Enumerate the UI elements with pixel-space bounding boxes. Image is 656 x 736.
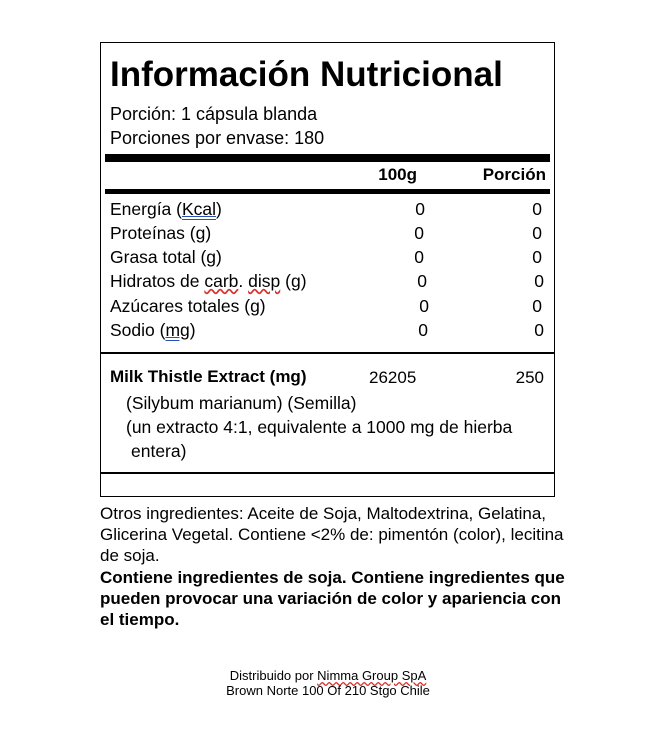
nutrient-row-protein [110,223,554,247]
thick-divider-header [105,189,550,194]
nutrient-value-portion: 0 [532,247,542,267]
nutrient-label: Energía (Kcal) [110,199,222,219]
nutrient-value-100g: 0 [414,247,424,267]
bottom-divider [101,472,554,474]
section-divider [101,352,554,354]
serving-size: Porción: 1 cápsula blanda [110,104,318,124]
nutrient-row-carbs [110,271,554,295]
nutrient-label: Grasa total (g) [110,247,222,267]
extract-description-line1: (Silybum marianum) (Semilla) [126,393,357,413]
nutrient-label: Hidratos de carb. disp (g) [110,271,307,291]
extract-description-line2: (un extracto 4:1, equivalente a 1000 mg de hierba [126,417,513,437]
extract-label: Milk Thistle Extract (mg) [110,367,307,386]
allergen-notice: Contiene ingredientes de soja. Contiene ingredientes que pueden provocar una variación de color y apariencia con el tiempo. [100,568,565,629]
nutrient-value-portion: 0 [532,296,542,316]
nutrient-row-fat [110,247,554,271]
extract-description-line3: entera) [131,441,187,461]
nutrient-value-100g: 0 [418,320,428,340]
nutrient-value-portion: 0 [534,271,544,291]
extract-value-portion: 250 [515,368,544,387]
nutrient-value-100g: 0 [419,296,429,316]
nutrient-value-100g: 0 [414,223,424,243]
nutrient-row-sodium [110,320,554,344]
nutrient-row-energy [110,199,554,223]
distributor-address: Brown Norte 100 Of 210 Stgo Chile [226,683,430,698]
nutrient-label: Sodio (mg) [110,320,196,340]
servings-per-container: Porciones por envase: 180 [110,128,325,148]
nutrition-facts-panel [100,42,555,497]
nutrient-value-portion: 0 [532,199,542,219]
column-header-portion: Porción [482,165,546,184]
distributor-name: Nimma Group SpA [317,668,427,683]
extract-value-100g: 26205 [369,368,417,387]
nutrient-row-sugars [110,296,554,320]
nutrient-value-100g: 0 [417,271,427,291]
nutrient-value-100g: 0 [415,199,425,219]
column-header-100g: 100g [378,165,417,184]
panel-title: Información Nutricional [110,55,503,94]
nutrient-label: Azúcares totales (g) [110,296,266,316]
nutrient-value-portion: 0 [534,320,544,340]
distributor-line: Distribuido por Nimma Group SpA [229,668,427,683]
nutrient-label: Proteínas (g) [110,223,212,243]
nutrient-value-portion: 0 [532,223,542,243]
other-ingredients: Otros ingredientes: Aceite de Soja, Maltodextrina, Gelatina, Glicerina Vegetal. Contiene <2% de: pimentón (color), lecitina de soja. [100,504,564,565]
thick-divider-top [105,154,550,162]
